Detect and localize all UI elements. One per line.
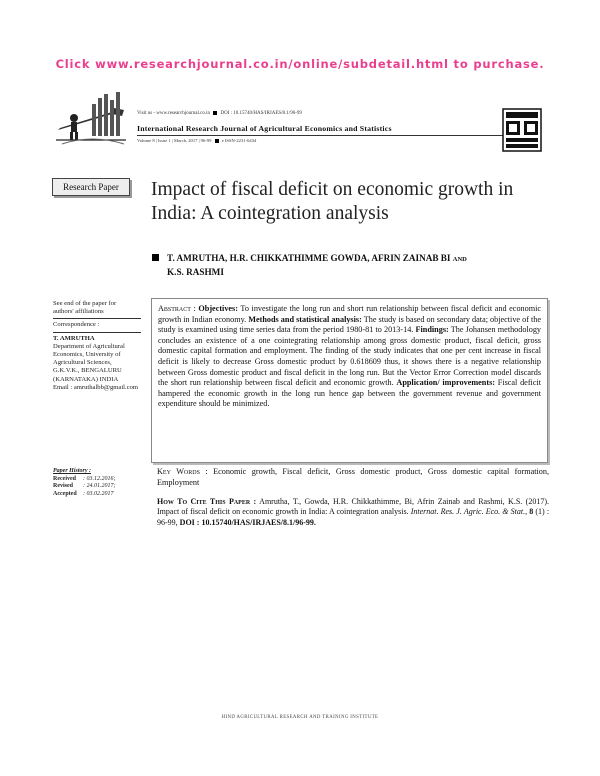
square-bullet-icon	[215, 139, 219, 143]
visit-url[interactable]: Visit us - www.researchjournal.co.in	[137, 111, 210, 117]
citation	[157, 497, 549, 528]
header-volume-issn	[137, 138, 256, 143]
history-heading: Paper History :	[53, 468, 91, 474]
application-text: Fiscal deficit hampered the economic growth in the long run hence gap between the government revenue and government expenditure should be minimized.	[158, 378, 541, 409]
application-label: Application/ improvements:	[396, 378, 495, 388]
see-end-note: See end of the paper for authors' affiliations	[53, 300, 117, 316]
author-list	[152, 252, 552, 279]
abstract-box	[151, 298, 548, 463]
methods-text: The study is based on secondary data; objective of the study is examined using time series data from the period 1980-81 to 2013-14.	[158, 314, 541, 335]
cite-pages: (1) : 96-99,	[157, 507, 550, 527]
cite-label: How To Cite This Paper :	[157, 497, 257, 506]
sidebar-divider	[53, 318, 141, 319]
correspondence-label: Correspondence :	[53, 321, 100, 329]
header-visit-doi	[137, 111, 302, 116]
history-accepted-date: : 03.02.2017	[83, 490, 114, 497]
correspondence-email[interactable]: Email : amruthalbb@gmail.com	[53, 383, 138, 391]
history-accepted-label: Accepted	[53, 490, 77, 497]
square-bullet-icon	[152, 254, 159, 261]
history-received-date: : 03.12.2016;	[83, 475, 116, 482]
authors-and: AND	[452, 256, 467, 263]
authors-line-1: T. AMRUTHA, H.R. CHIKKATHIMME GOWDA, AFRIN ZAINAB BI	[167, 253, 451, 263]
square-bullet-icon	[213, 111, 217, 115]
cite-volume: 8	[529, 507, 534, 517]
volume-info: Volume 8 | Issue 1 | March, 2017 | 96-99	[137, 138, 212, 143]
correspondence-address: Department of Agricultural Economics, University of Agricultural Sciences, G.K.V.K., BENGALURU (KARNATAKA) INDIA	[53, 342, 125, 383]
findings-label: Findings:	[415, 325, 449, 335]
correspondence-sidebar	[53, 300, 138, 392]
issn: e ISSN-2231-6434	[221, 138, 257, 143]
paper-history	[53, 468, 138, 498]
cite-doi[interactable]: DOI : 10.15740/HAS/IRJAES/8.1/96-99.	[179, 517, 316, 527]
keywords	[157, 467, 549, 488]
header-doi: DOI : 10.15740/HAS/IRJAES/8.1/96-99	[220, 111, 302, 117]
keywords-text: Economic growth, Fiscal deficit, Gross domestic product, Gross domestic capital formation, Employment	[157, 467, 550, 487]
correspondence-name: T. AMRUTHA	[53, 334, 95, 342]
objectives-label: Objectives:	[198, 304, 238, 313]
history-received-label: Received	[53, 475, 76, 482]
history-revised-date: : 24.01.2017;	[83, 483, 116, 490]
footer-institute: HIND AGRICULTURAL RESEARCH AND TRAINING INSTITUTE	[221, 715, 379, 720]
header-divider	[137, 135, 507, 136]
institute-logo-icon	[502, 108, 542, 152]
journal-name: International Research Journal of Agricultural Economics and Statistics	[137, 124, 392, 133]
methods-label: Methods and statistical analysis:	[248, 314, 362, 324]
journal-logo-chart-icon	[52, 88, 130, 150]
authors-line-2: K.S. RASHMI	[167, 267, 224, 277]
sidebar-divider	[53, 332, 141, 333]
history-revised-label: Revised	[53, 483, 73, 490]
purchase-banner-link[interactable]: Click www.researchjournal.co.in/online/subdetail.html to purchase.	[55, 57, 545, 71]
abstract-label: Abstract :	[158, 304, 196, 313]
cite-journal: Internat. Res. J. Agric. Eco. & Stat.,	[410, 507, 528, 517]
objectives-text: To investigate the long run and short run relationship between fiscal deficit and economic growth in Indian economy.	[158, 304, 542, 324]
history-row-revised	[53, 483, 138, 491]
history-row-accepted	[53, 491, 138, 499]
keywords-label: Key Words :	[157, 467, 208, 476]
findings-text: The Johansen methodology concludes an existence of a one cointegrating relationship among gross domestic product, fiscal deficit, gross domestic capital formation and employment. The finding of the study indicates that one per cent increase in fiscal deficit is likely to decrease Gross domestic product by 0.618609 thus, it shows there is a negative relationship between Gross domestic product and fiscal deficit in the long run. But the Vector Error Correction model discards the short run relationship between fiscal deficit and economic growth.	[158, 325, 542, 388]
cite-text: Amrutha, T., Gowda, H.R. Chikkathimme, Bi, Afrin Zainab and Rashmi, K.S. (2017). Impact of fiscal deficit on economic growth in India: A cointegration analysis.	[157, 497, 550, 517]
research-paper-label: Research Paper	[52, 178, 130, 196]
paper-title: Impact of fiscal deficit on economic growth in India: A cointegration analysis	[151, 179, 514, 224]
